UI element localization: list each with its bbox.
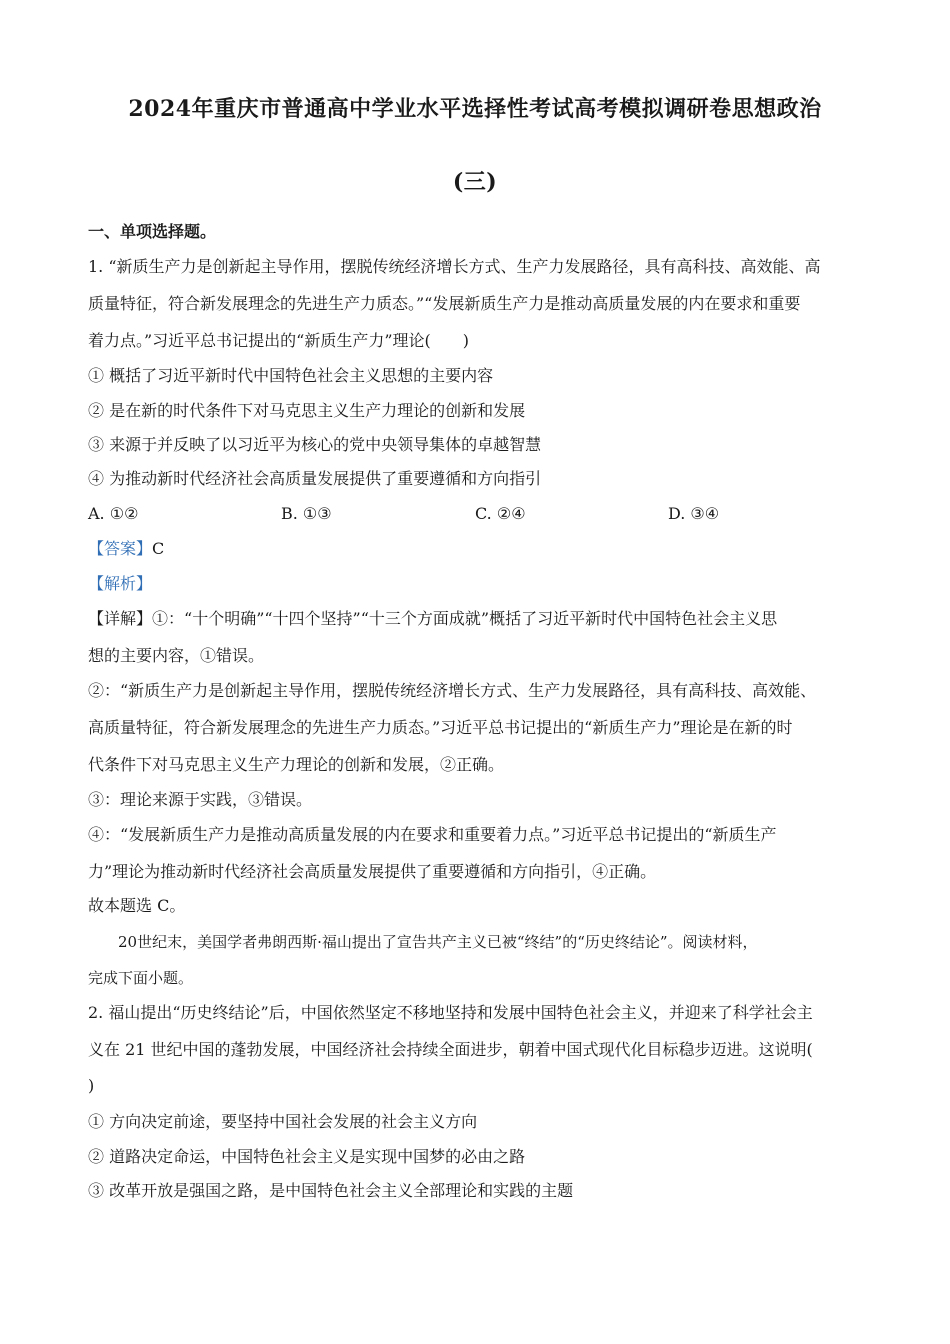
analysis-tag: 【解析】 [88,574,153,593]
q1-option-b: B. ①③ [281,504,332,523]
q2-stem-line: 义在 21 世纪中国的蓬勃发展，中国经济社会持续全面进步，朝着中国式现代化目标稳步迈进。这说明( [88,1040,813,1059]
section-heading: 一、单项选择题。 [88,222,217,241]
q1-statement: ② 是在新的时代条件下对马克思主义生产力理论的创新和发展 [88,401,526,420]
page-subtitle: (三) [452,169,498,195]
q1-statement: ① 概括了习近平新时代中国特色社会主义思想的主要内容 [88,366,494,385]
q1-option-c: C. ②④ [475,504,526,523]
q1-detail-line: 高质量特征，符合新发展理念的先进生产力质态。”习近平总书记提出的“新质生产力”理论是在新的时 [88,718,793,737]
q2-statement: ① 方向决定前途，要坚持中国社会发展的社会主义方向 [88,1112,478,1131]
q1-stem-line: 1. “新质生产力是创新起主导作用，摆脱传统经济增长方式、生产力发展路径，具有高科技、高效能、高 [88,257,821,276]
q1-option-a: A. ①② [88,504,139,523]
q1-answer [88,539,164,559]
detail-tag: 【详解】 [88,609,153,628]
q1-detail-line: ③：理论来源于实践，③错误。 [88,790,313,809]
page-title: 2024年重庆市普通高中学业水平选择性考试高考模拟调研卷思想政治 [128,96,822,122]
q2-stem-line: 2. 福山提出“历史终结论”后，中国依然坚定不移地坚持和发展中国特色社会主义，并迎来了科学社会主 [88,1003,813,1022]
q2-stem-line: ) [88,1076,95,1095]
q1-detail-line: 代条件下对马克思主义生产力理论的创新和发展，②正确。 [88,755,505,774]
q1-statement: ③ 来源于并反映了以习近平为核心的党中央领导集体的卓越智慧 [88,435,542,454]
q1-option-d: D. ③④ [668,504,720,523]
q1-conclusion: 故本题选 C。 [88,896,186,915]
answer-value: C [152,539,165,558]
q1-detail-line: ②：“新质生产力是创新起主导作用，摆脱传统经济增长方式、生产力发展路径，具有高科技、高效能、 [88,681,817,700]
q1-detail-line: 想的主要内容，①错误。 [88,646,265,665]
material-line: 完成下面小题。 [88,969,194,987]
material-line: 20世纪末，美国学者弗朗西斯·福山提出了宣告共产主义已被“终结”的“历史终结论”。阅读材料， [118,933,758,951]
detail-text: ①：“十个明确”“十四个坚持”“十三个方面成就”概括了习近平新时代中国特色社会主义思 [152,609,778,628]
q1-detail-line [88,609,777,629]
q1-detail-line: ④：“发展新质生产力是推动高质量发展的内在要求和重要着力点。”习近平总书记提出的“新质生产 [88,825,777,844]
q1-stem-line: 着力点。”习近平总书记提出的“新质生产力”理论( ) [88,331,470,350]
q2-statement: ② 道路决定命运，中国特色社会主义是实现中国梦的必由之路 [88,1147,526,1166]
q2-statement: ③ 改革开放是强国之路，是中国特色社会主义全部理论和实践的主题 [88,1181,574,1200]
q1-statement: ④ 为推动新时代经济社会高质量发展提供了重要遵循和方向指引 [88,469,542,488]
q1-stem-line: 质量特征，符合新发展理念的先进生产力质态。”“发展新质生产力是推动高质量发展的内在要求和重要 [88,294,801,313]
answer-tag: 【答案】 [88,539,153,558]
q1-detail-line: 力”理论为推动新时代经济社会高质量发展提供了重要遵循和方向指引，④正确。 [88,862,657,881]
